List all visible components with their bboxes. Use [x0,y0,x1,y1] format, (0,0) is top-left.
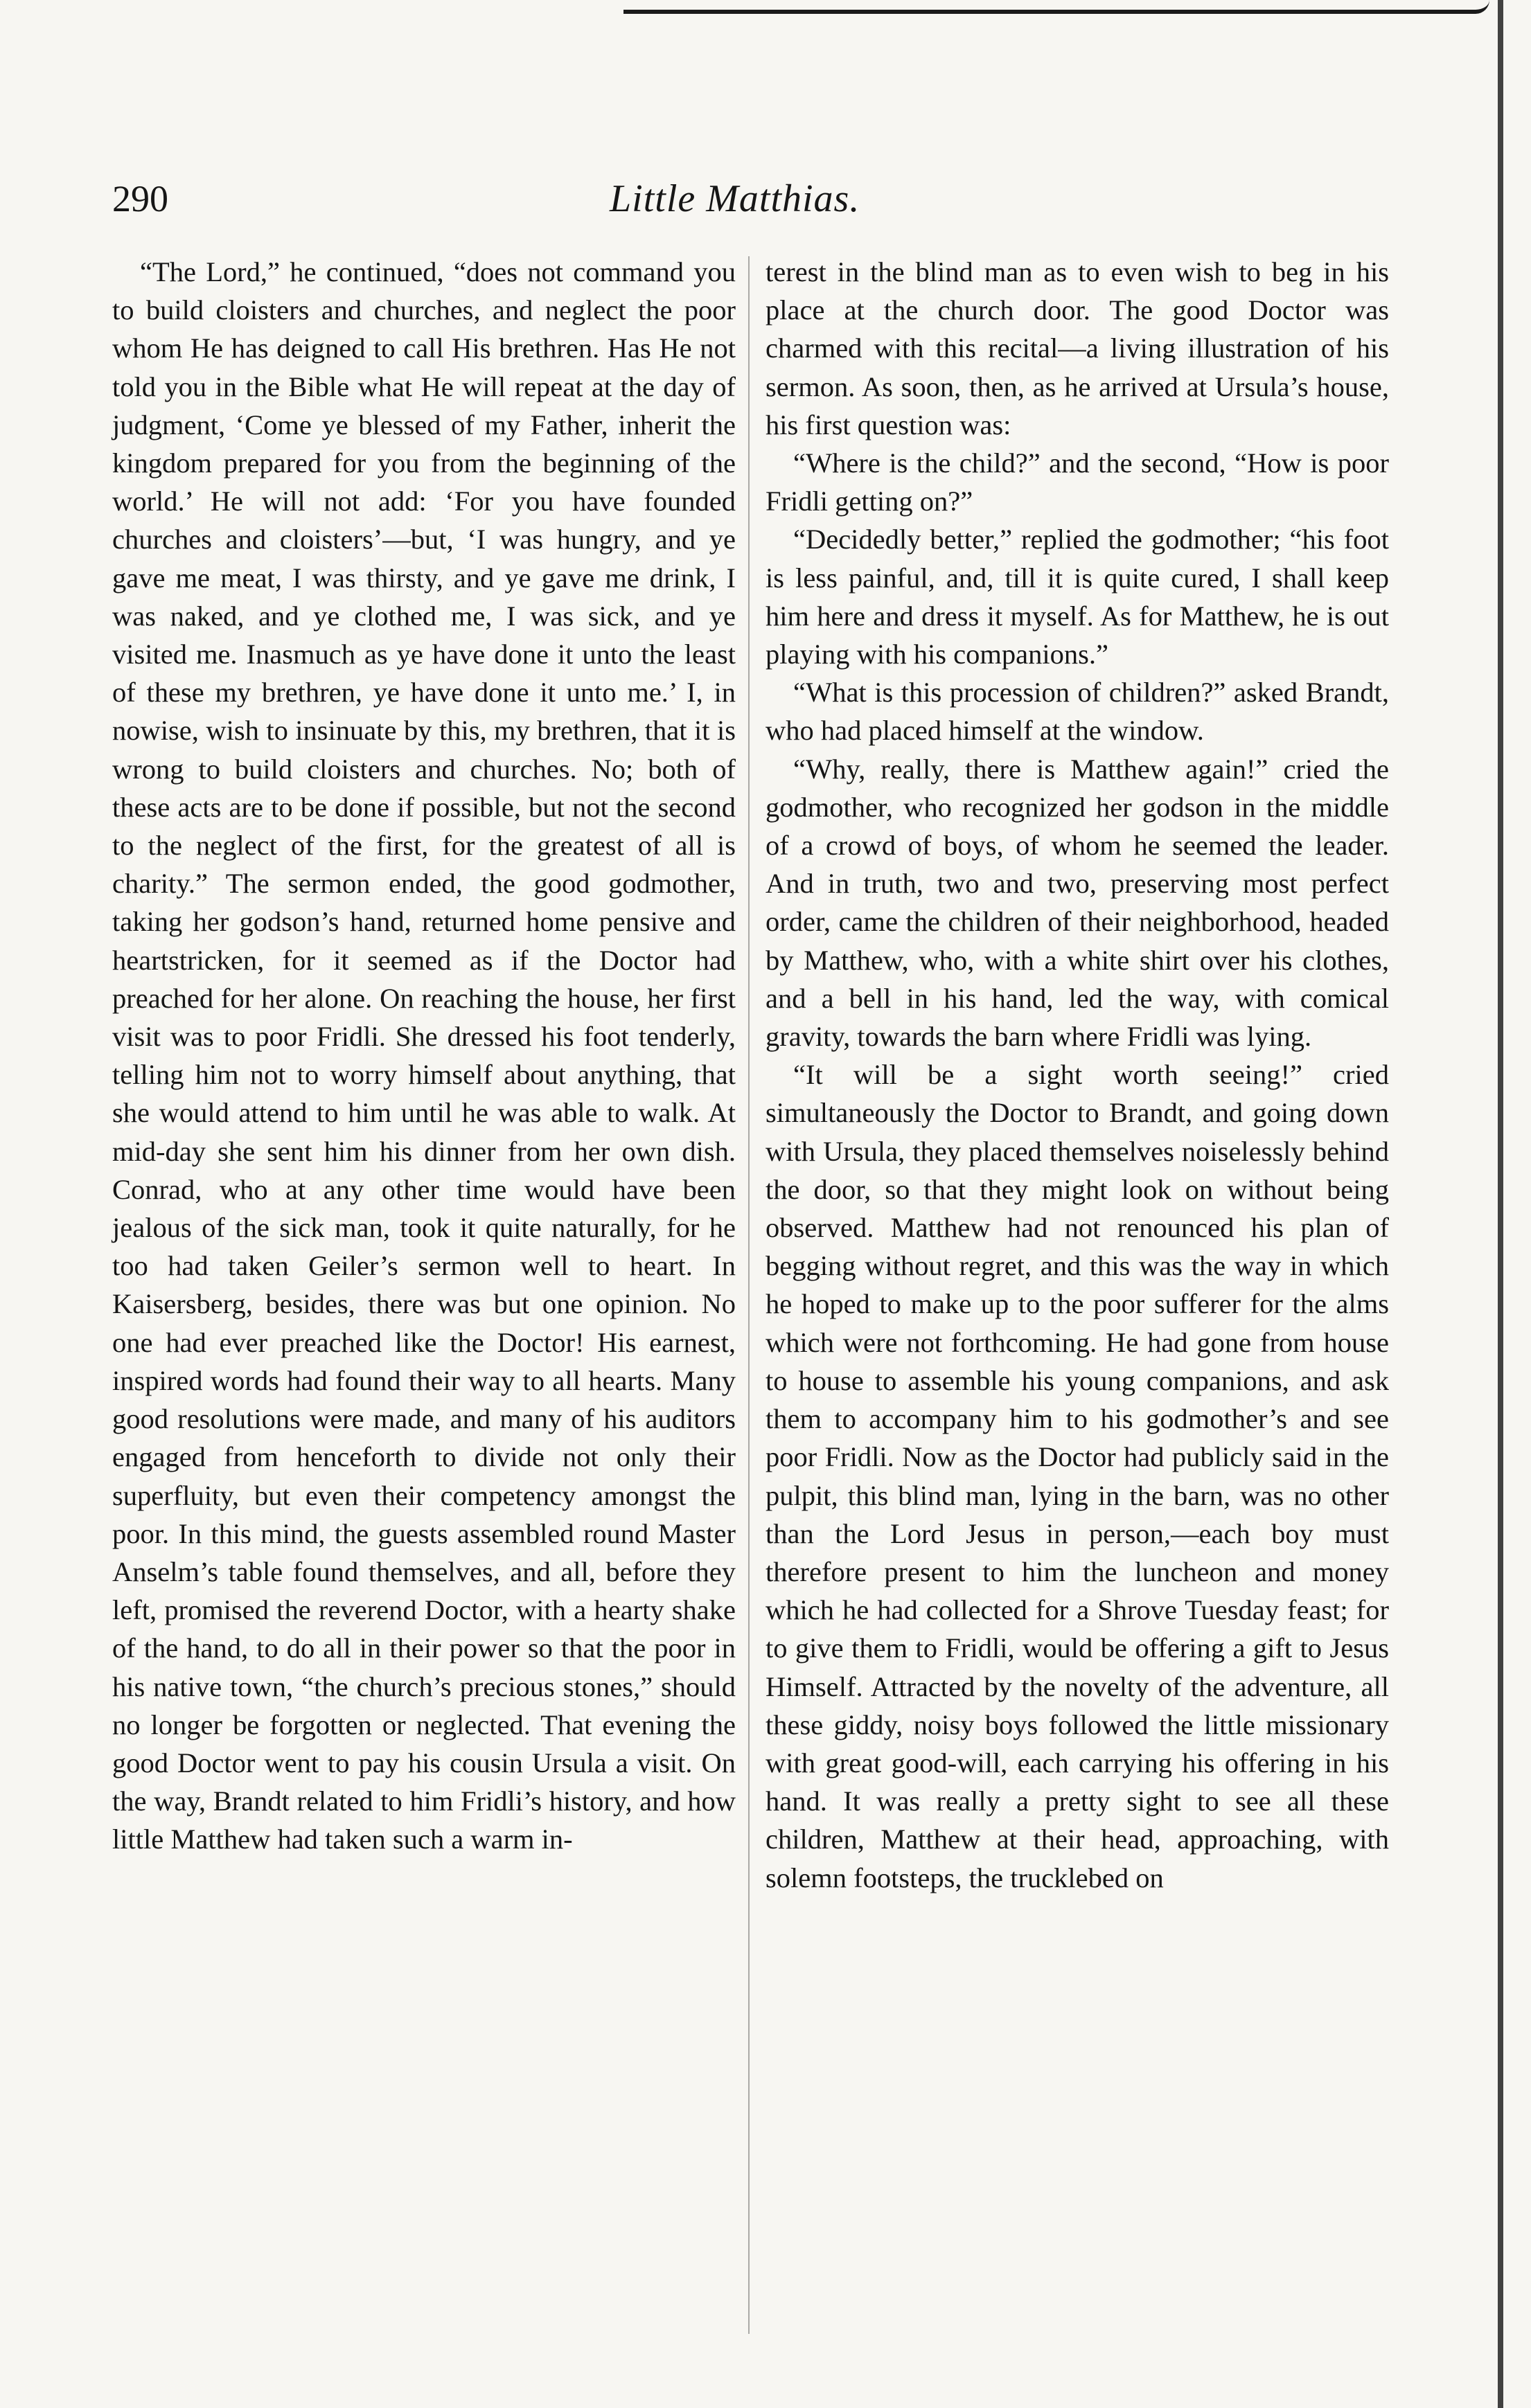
right-column [766,253,1389,1897]
page-number: 290 [112,178,168,220]
paragraph: “Why, really, there is Matthew again!” cried the godmother, who recognized her godson in the middle of a crowd of boys, of whom he seemed the leader. And in truth, two and two, preserving most perfect order, came the children of their neighborhood, headed by Matthew, who, with a white shirt over his clothes, and a bell in his hand, led the way, with comical gravity, towards the barn where Fridli was lying. [766,753,1389,1053]
paragraph: “Decidedly better,” replied the godmother; “his foot is less painful, and, till it is quite cured, I shall keep him here and dress it myself. As for Matthew, he is out playing with his companions.” [766,524,1389,670]
paragraph: terest in the blind man as to even wish to beg in his place at the church door. The good Doctor was charmed with this recital—a living illustration of his sermon. As soon, then, as he arrived at Ursula’s house, his first question was: [766,256,1389,440]
top-edge-rule [623,0,1489,14]
page-edge-shadow [1498,0,1503,2408]
paragraph: “Where is the child?” and the second, “How is poor Fridli getting on?” [766,447,1389,517]
paragraph: “What is this procession of children?” asked Brandt, who had placed himself at the window. [766,677,1389,747]
left-column [112,253,736,1859]
column-divider [748,256,750,2334]
running-title: Little Matthias. [610,177,860,220]
paragraph: “The Lord,” he continued, “does not command you to build cloisters and churches, and neglect the poor whom He has deigned to call His brethren. Has He not told you in the Bible what He will repeat at the day of judgment, ‘Come ye blessed of my Father, inherit the kingdom prepared for you from the beginning of the world.’ He will not add: ‘For you have founded churches and cloisters’—but, ‘I was hungry, and ye gave me meat, I was thirsty, and ye gave me drink, I was naked, and ye clothed me, I was sick, and ye visited me. Inasmuch as ye have done it unto the least of these my brethren, ye have done it unto me.’ I, in nowise, wish to insinuate by this, my brethren, that it is wrong to build cloisters and churches. No; both of these acts are to be done if possible, but not the second to the neglect of the first, for the greatest of all is charity.” The sermon ended, the good godmother, taking her godson’s hand, returned home pensive and heartstricken, for it seemed as if the Doctor had preached for her alone. On reaching the house, her first visit was to poor Fridli. She dressed his foot tenderly, telling him not to worry himself about anything, that she would attend to him until he was able to walk. At mid-day she sent him his dinner from her own dish. Conrad, who at any other time would have been jealous of the sick man, took it quite naturally, for he too had taken Geiler’s sermon well to heart. In Kaisersberg, besides, there was but one opinion. No one had ever preached like the Doctor! His earnest, inspired words had found their way to all hearts. Many good resolutions were made, and many of his auditors engaged from henceforth to divide not only their superfluity, but even their competency amongst the poor. In this mind, the guests assembled round Master Anselm’s table found themselves, and all, before they left, promised the reverend Doctor, with a hearty shake of the hand, to do all in their power so that the poor in his native town, “the church’s precious stones,” should no longer be forgotten or neglected. That evening the good Doctor went to pay his cousin Ursula a visit. On the way, Brandt related to him Fridli’s history, and how little Matthew had taken such a warm in- [112,256,736,1855]
paragraph: “It will be a sight worth seeing!” cried simultaneously the Doctor to Brandt, and going down with Ursula, they placed themselves noiselessly behind the door, so that they might look on without being observed. Matthew had not renounced his plan of begging without regret, and this was the way in which he hoped to make up to the poor sufferer for the alms which were not forthcoming. He had gone from house to house to assemble his young companions, and ask them to accompany him to his godmother’s and see poor Fridli. Now as the Doctor had publicly said in the pulpit, this blind man, lying in the barn, was no other than the Lord Jesus in person,—each boy must therefore present to him the luncheon and money which he had collected for a Shrove Tuesday feast; for to give them to Fridli, would be offering a gift to Jesus Himself. Attracted by the novelty of the adventure, all these giddy, noisy boys followed the little missionary with great good-will, each carrying his offering in his hand. It was really a pretty sight to see all these children, Matthew at their head, approaching, with solemn footsteps, the trucklebed on [766,1059,1389,1893]
